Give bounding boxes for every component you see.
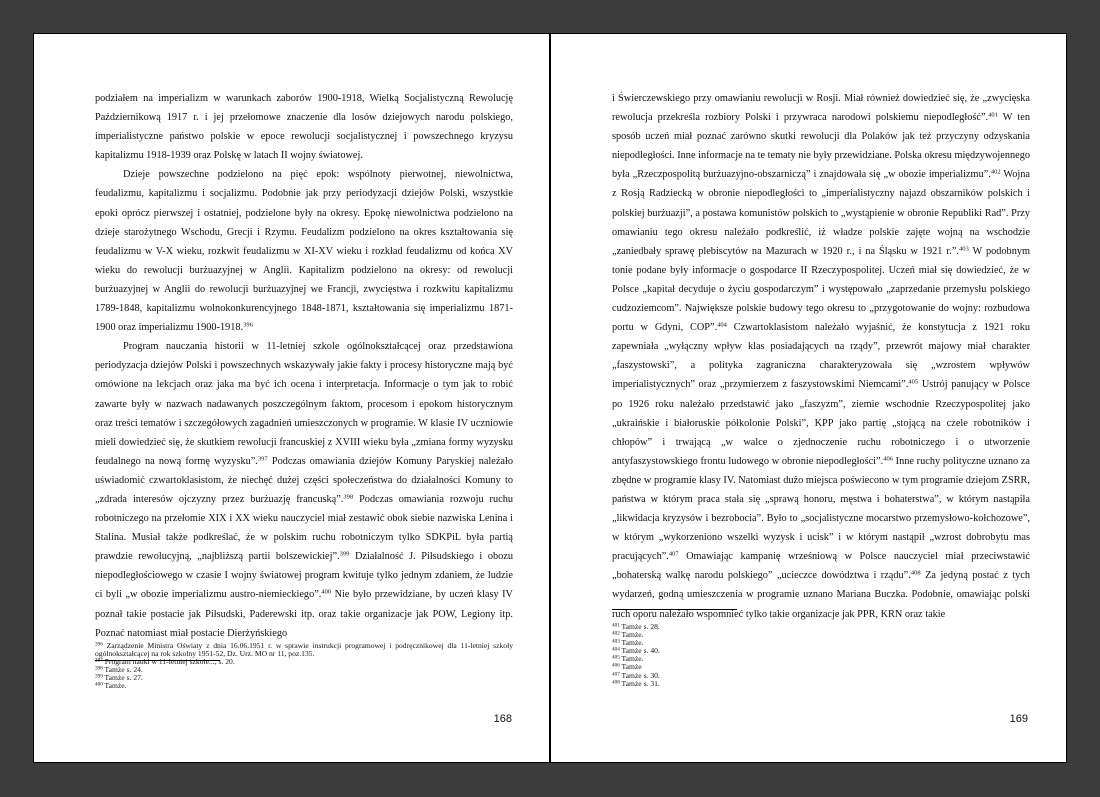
body-text (95, 89, 513, 643)
footnote-reference: 406 (883, 455, 893, 463)
text-run: Wojna z Rosją Radziecką w obronie niepodległości to „imperialistyczny najazd obszarników polskich i polskiej burżuazji”, a postawa komunistów polskich to „wystąpienie w obronie Republiki Rad”. Przy omawianiu tego okresu należało podkreślić, iż władze polskie zajęte wojną na wschodzie „zaniedbały sprawę plebiscytów na Mazurach w 1920 r., i na Śląsku w 1921 r.”. (612, 169, 1030, 257)
page-number: 168 (493, 713, 512, 725)
footnote-text: Tamże s. 24. (104, 665, 143, 675)
text-run: Nie było przewidziane, by uczeń klasy IV poznał takie postacie jak Piłsudski, Paderewski itp. oraz takie organizacje jak POW, Legiony itp. Poznać natomiast miał postacie Dierżyńskiego (95, 589, 513, 639)
footnote-separator (612, 609, 737, 610)
footnote-text: Zarządzenie Ministra Oświaty z dnia 16.06.1951 r. w sprawie instrukcji programowej i podręcznikowej dla 11-letniej szkoły ogólnokształcącej na rok szkolny 1951-52, Dz. Urz. MO nr 11, poz.135. (95, 641, 513, 659)
footnote-number: 404 (612, 646, 620, 653)
footnote-text: Tamże. (621, 654, 644, 664)
footnote (612, 680, 1030, 688)
footnote-text: Tamże. (621, 638, 644, 648)
footnote-number: 401 (612, 622, 620, 629)
footnote-reference: 407 (668, 550, 679, 558)
footnote-reference: 398 (343, 493, 354, 501)
footnote-number: 396 (95, 641, 103, 648)
paragraph (95, 165, 513, 337)
footnote-reference: 399 (339, 550, 350, 558)
footnote-number: 408 (612, 679, 620, 686)
text-run: podziałem na imperializm w warunkach zaborów 1900-1918, Wielką Socjalistyczną Rewolucję Październikową 1917 r. i jej przełomowe znaczenie dla losów dziejowych narodu polskiego, imperialistyczne państwo polskie w epoce rewolucji socjalistycznej i powszechnego kryzysu kapitalizmu 1918-1939 oraz Polskę w latach II wojny światowej. (95, 93, 513, 162)
footnote-number: 400 (95, 681, 103, 688)
footnote-text: Tamże s. 28. (621, 622, 660, 631)
footnote (612, 631, 1030, 639)
footnote-number: 402 (612, 630, 620, 637)
footnote-reference: 397 (257, 455, 268, 463)
footnote (95, 666, 513, 674)
footnote (612, 623, 1030, 631)
footnote (612, 647, 1030, 655)
footnote (612, 663, 1030, 671)
text-run: W ten sposób uczeń miał poznać zarówno skutki rewolucji dla Polaków jak też przyczyny odzyskania niepodległości. Inne informacje na te tematy nie były przewidziane. Polska okresu międzywojennego była „Rzeczpospolitą burżuazyjno-obszarniczą” i znajdowała się „w obozie imperializmu”. (612, 112, 1030, 181)
text-run: Podczas omawiania dziejów Komuny Paryskiej należało uświadomić czwartoklasistom, że niechęć dużej części społeczeństwa do działalności Komuny to „zdrada interesów ojczyzny przez burżuazję francuską”. (95, 455, 513, 505)
footnote-number: 403 (612, 638, 620, 645)
footnote (95, 658, 513, 666)
footnote-reference: 405 (908, 378, 919, 386)
left-page (33, 33, 550, 763)
footnote-text: Tamże s. 30. (621, 670, 660, 680)
footnote-text: Tamże (621, 662, 642, 672)
footnote-text: Tamże s. 40. (621, 646, 660, 656)
page-number: 169 (1009, 713, 1028, 725)
footnote-text: Tamże. (104, 681, 127, 691)
footnote-number: 399 (95, 673, 103, 680)
footnote-number: 407 (612, 671, 620, 678)
footnote-number: 398 (95, 665, 103, 672)
footnote-reference: 404 (717, 321, 727, 329)
right-page (550, 33, 1067, 763)
footnote-text: Tamże s. 27. (104, 673, 143, 683)
footnote-number: 406 (612, 662, 620, 669)
footnote (95, 674, 513, 682)
footnote-number: 405 (612, 654, 620, 661)
paragraph (95, 337, 513, 643)
body-text (612, 89, 1030, 624)
paragraph (612, 89, 1030, 624)
footnote-reference: 402 (990, 168, 1001, 176)
footnote-number: 397 (95, 657, 103, 664)
text-run: Ustrój panujący w Polsce po 1926 roku należało przedstawić jako „faszyzm”, ziemie wschodnie Rzeczypospolitej jako „ukraińskie i białoruskie półkolonie Polski”, KPP jako partię „stojącą na czele robotników i chłopów” i trwającą „w walce o zjednoczenie ruchu robotniczego i o utworzenie antyfaszystowskiego frontu ludowego w obronie niepodległości”. (612, 379, 1030, 467)
footnote-text: Tamże s. 31. (621, 678, 660, 688)
text-run: W podobnym tonie podane były informacje o gospodarce II Rzeczypospolitej. Uczeń miał się dowiedzieć, że w Polsce „kapitał decyduje o życiu gospodarczym” i występowało „zaprzedanie przemysłu polskiego cudzoziemcom”. Największe polskie budowy tego okresu to „przygotowanie do wojny: rozbudowa portu w Gdyni, COP”. (612, 245, 1031, 334)
footnote (612, 672, 1030, 680)
text-run: Za jedyną postać z tych wydarzeń, godną umieszczenia w programie uznano Mariana Buczka. Podobnie, omawiając polski ruch oporu należało wspomnieć tylko takie organizacje jak PPR, KRN oraz takie (612, 570, 1031, 620)
footnote (95, 642, 513, 658)
paragraph (95, 89, 513, 165)
footnote (612, 639, 1030, 647)
footnote-text: Tamże. (621, 630, 644, 640)
text-run: Program nauczania historii w 11-letniej szkole ogólnokształcącej oraz przedstawiona periodyzacja dziejów Polski i powszechnych wskazywały jakie fakty i procesy historyczne mają być omówione na lekcjach oraz jaka ma być ich ocena i interpretacja. Informacje o tym jak to robić zawarte były w nazwach nadawanych poszczególnym faktom, procesom i epokom historycznym oraz treści tematów i szczegółowych zagadnień umieszczonych w programie. W klasie IV uczniowie mieli dowiedzieć się, że skutkiem rewolucji francuskiej z XVIII wieku była „zmiana formy wyzysku feudalnego na nową formę wyzysku”. (95, 341, 513, 467)
text-run: Podczas omawiania rozwoju ruchu robotniczego na przełomie XIX i XX wieku nauczyciel miał zestawić obok siebie nazwiska Lenina i Stalina. Musiał także podkreślać, że w polskim ruchu robotniczym tylko SDKPiL była partią prawdzie rewolucyjną, „najbliższą partii bolszewickiej”. (95, 493, 514, 563)
text-run: Działalność J. Piłsudskiego i obozu niepodległościowego w czasie I wojny światowej program kwituje tylko jednym zdaniem, że ludzie ci byli „w obozie imperializmu austro-niemieckiego”. (95, 551, 513, 601)
text-run: i Świerczewskiego przy omawianiu rewolucji w Rosji. Miał również dowiedzieć się, że „zwycięska rewolucja przekreśla rozbiory Polski i przywraca narodowi polskiemu niepodległość”. (612, 93, 1030, 124)
footnotes (95, 642, 513, 691)
footnote-reference: 400 (321, 588, 332, 596)
footnote (612, 655, 1030, 663)
footnote-reference: 403 (958, 245, 969, 253)
footnotes (612, 623, 1030, 688)
footnote (95, 682, 513, 690)
footnote-reference: 396 (243, 321, 253, 329)
footnote-reference: 408 (910, 569, 921, 577)
footnote-reference: 401 (988, 111, 998, 119)
footnote-text: Program nauki w 11-letniej szkole..., s. 20. (104, 657, 235, 667)
text-run: Omawiając kampanię wrześniową w Polsce nauczyciel miał przeciwstawić „bohaterską walkę narodu polskiego” „ucieczce dowództwa i rządu”. (612, 551, 1030, 582)
text-run: Czwartoklasistom należało wyjaśnić, że konstytucja z 1921 roku zapewniała „wyłączny wpływ klas posiadających na rządy”, przewrót majowy miał charakter „faszystowski”, a polityka zagraniczna charakteryzowała się „wzrostem wpływów imperialistycznych” oraz „przymierzem z faszystowskimi Niemcami”. (612, 322, 1031, 391)
text-run: Dzieje powszechne podzielono na pięć epok: wspólnoty pierwotnej, niewolnictwa, feudalizmu, kapitalizmu i socjalizmu. Podobnie jak przy periodyzacji dziejów Polski, wszystkie epoki oprócz pierwszej i ostatniej, podzielone były na okresy. Epokę niewolnictwa podzielono na dzieje starożytnego Wschodu, Grecji i Rzymu. Feudalizm podzielono na okres kształtowania się feudalizmu w V-X wieku, rozkwit feudalizmu w XI-XV wieku i rozkład feudalizmu od końca XV wieku do rewolucji burżuazyjnej w Anglii. Kapitalizm podzielono na okresy: od rewolucji burżuazyjnej w Anglii do rewolucji burżuazyjnej we Francji, zwycięstwa i rozkwitu kapitalizmu 1789-1848, kapitalizmu wolnokonkurencyjnego 1848-1871, kształtowania się imperializmu 1871-1900 oraz imperializmu 1900-1918. (95, 169, 513, 334)
text-run: Inne ruchy polityczne uznano za zbędne w programie klasy IV. Natomiast dużo miejsca poświecono w tym programie dziejom ZSRR, państwa w którym praca stała się „sprawą honoru, męstwa i bohaterstwa”, w którym nastąpiła „likwidacja kryzysów i bezrobocia”. Było to „socjalistyczne mocarstwo przemysłowo-kołchozowe”, w którym „wykorzeniono wszelki wyzysk i ucisk” i w którym nastąpił „wzrost dobrobytu mas pracujących”. (612, 455, 1030, 563)
